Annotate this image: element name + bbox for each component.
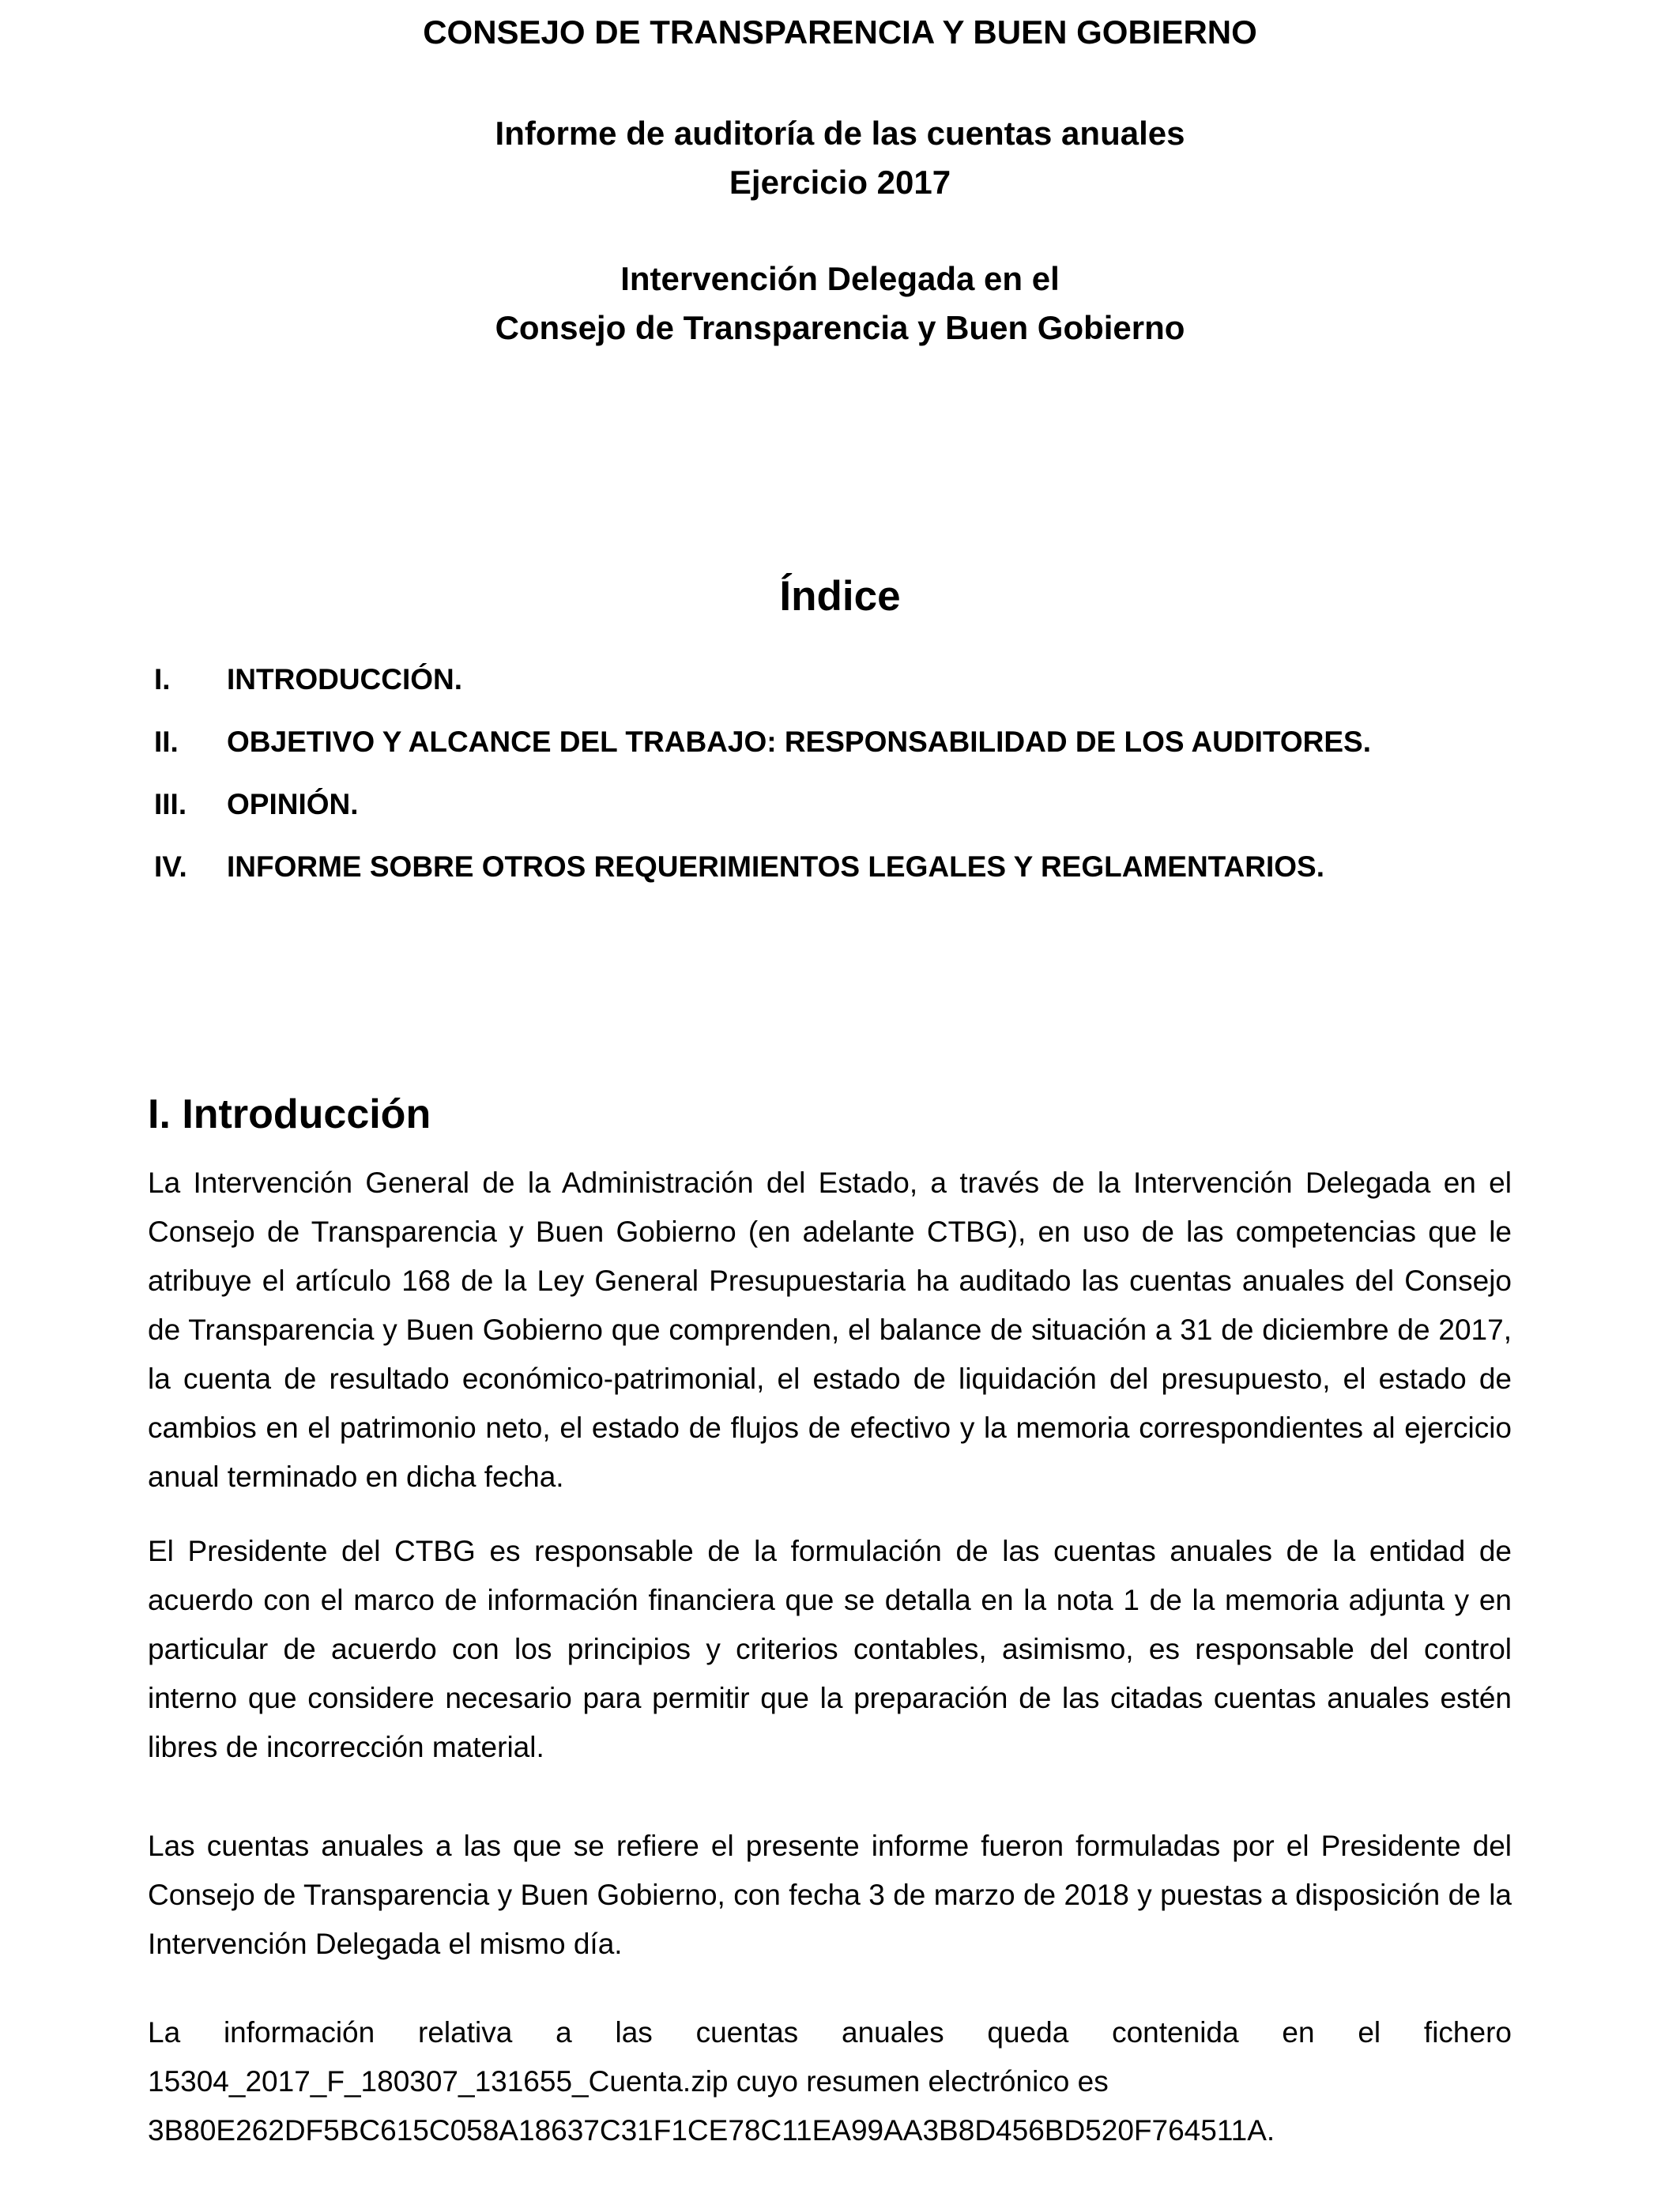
issuer-title-line1: Intervención Delegada en el bbox=[620, 260, 1060, 297]
toc-item-number: II. bbox=[154, 726, 179, 758]
toc-item-text: OPINIÓN. bbox=[227, 788, 359, 820]
toc-item-number: I. bbox=[154, 663, 171, 696]
report-title-line: Informe de auditoría de las cuentas anuales bbox=[495, 115, 1185, 152]
file-info-text: La información relativa a las cuentas anuales queda contenida en el fichero 15304_2017_F_180307_131655_Cuenta.zip cuyo resumen electrónico es bbox=[148, 2016, 1512, 2098]
toc-item-objetivo bbox=[154, 722, 1576, 762]
paragraph-responsibility: El Presidente del CTBG es responsable de la formulación de las cuentas anuales de la entidad de acuerdo con el marco de información financiera que se detalla en la nota 1 de la memoria adjunta y en particular de acuerdo con los principios y criterios contables, asimismo, es responsable del control interno que considere necesario para permitir que la preparación de las citadas cuentas anuales estén libres de incorrección material. bbox=[148, 1535, 1512, 1763]
toc-item-opinion bbox=[154, 785, 1576, 824]
toc-item-number: III. bbox=[154, 788, 187, 820]
organization-title bbox=[0, 8, 1680, 57]
issuer-title-line2: Consejo de Transparencia y Buen Gobierno bbox=[495, 309, 1185, 346]
toc-item-number: IV. bbox=[154, 850, 187, 883]
paragraph-file-info bbox=[148, 2008, 1512, 2155]
toc-item-text: INFORME SOBRE OTROS REQUERIMIENTOS LEGALES Y REGLAMENTARIOS. bbox=[227, 850, 1324, 883]
toc-item-text: INTRODUCCIÓN. bbox=[227, 663, 463, 696]
toc-item-introduccion bbox=[154, 660, 1576, 699]
paragraph-audit-scope: La Intervención General de la Administración del Estado, a través de la Intervención Delegada en el Consejo de Transparencia y Buen Gobierno (en adelante CTBG), en uso de las competencias que le atribuye el artículo 168 de la Ley General Presupuestaria ha auditado las cuentas anuales del Consejo de Transparencia y Buen Gobierno que comprenden, el balance de situación a 31 de diciembre de 2017, la cuenta de resultado económico-patrimonial, el estado de liquidación del presupuesto, el estado de cambios en el patrimonio neto, el estado de flujos de efectivo y la memoria correspondientes al ejercicio anual terminado en dicha fecha. bbox=[148, 1167, 1512, 1493]
toc-item-informe bbox=[154, 847, 1576, 887]
table-of-contents bbox=[154, 660, 1576, 910]
section-heading: I. Introducción bbox=[148, 1091, 431, 1137]
toc-item-text: OBJETIVO Y ALCANCE DEL TRABAJO: RESPONSABILIDAD DE LOS AUDITORES. bbox=[227, 726, 1371, 758]
index-heading: Índice bbox=[779, 573, 901, 620]
file-hash: 3B80E262DF5BC615C058A18637C31F1CE78C11EA99AA3B8D456BD520F764511A. bbox=[148, 2114, 1275, 2147]
organization-title-text: CONSEJO DE TRANSPARENCIA Y BUEN GOBIERNO bbox=[423, 13, 1257, 51]
report-title bbox=[0, 109, 1680, 207]
issuer-title bbox=[0, 254, 1680, 352]
paragraph-formulation: Las cuentas anuales a las que se refiere el presente informe fueron formuladas por el Presidente del Consejo de Transparencia y Buen Gobierno, con fecha 3 de marzo de 2018 y puestas a disposición de la Intervención Delegada el mismo día. bbox=[148, 1830, 1512, 1960]
report-year-line: Ejercicio 2017 bbox=[729, 164, 951, 201]
